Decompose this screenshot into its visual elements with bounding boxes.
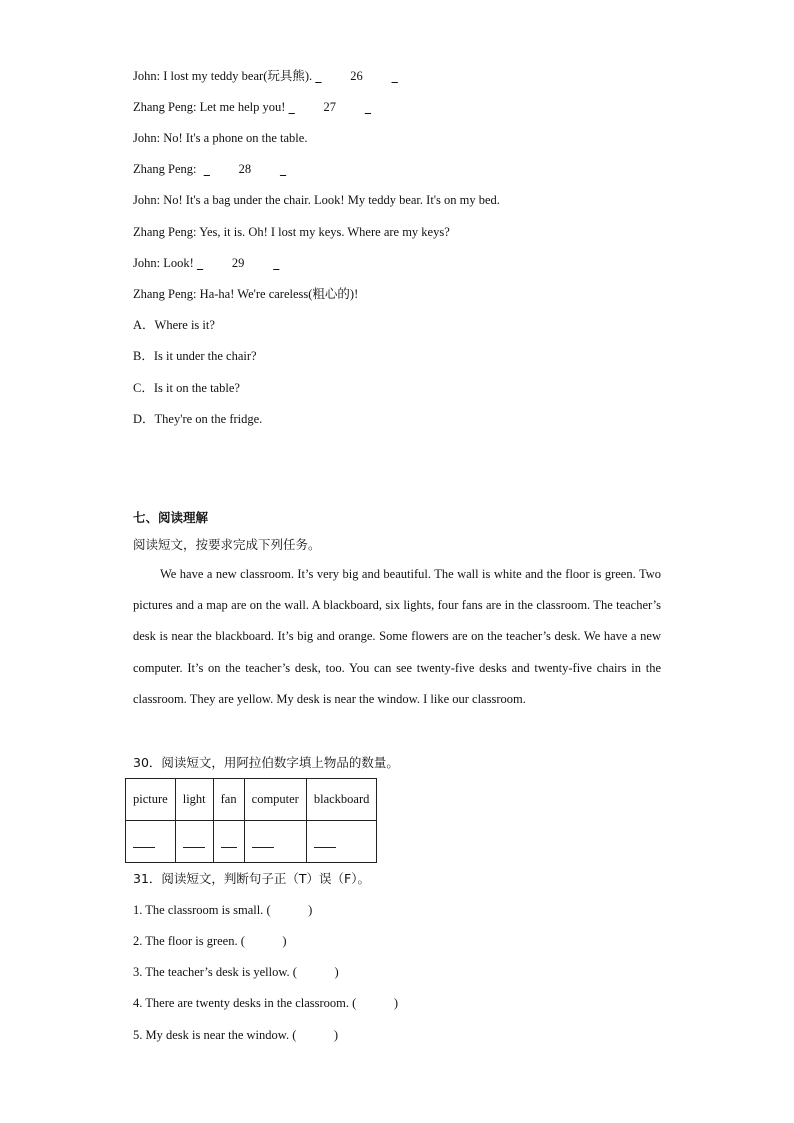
answer-line (221, 837, 237, 848)
tf-item-3 (133, 964, 339, 980)
answer-blank-28[interactable] (204, 161, 287, 177)
dialogue-text: No! It's a bag under the chair. Look! My teddy bear. It's on my bed. (163, 193, 500, 207)
item-count-table (125, 778, 377, 863)
option-a (133, 317, 215, 333)
section-heading: 七、阅读理解 (133, 510, 209, 525)
tf-answer-bracket[interactable]: ( ) (292, 965, 339, 979)
tf-answer-bracket[interactable]: ( ) (240, 934, 287, 948)
dialogue-text: Let me help you! (199, 100, 286, 114)
dialogue-text: Look! (163, 256, 194, 270)
answer-line (183, 837, 205, 848)
answer-cell-light[interactable] (175, 821, 213, 863)
section-instruction: 阅读短文，按要求完成下列任务。 (133, 537, 321, 552)
tf-statement: 2. The floor is green. (133, 934, 238, 948)
question-31-prompt: 31．阅读短文，判断句子正（T）误（F）。 (133, 871, 370, 886)
option-text: Is it under the chair? (153, 349, 257, 363)
question-30-prompt: 30．阅读短文，用阿拉伯数字填上物品的数量。 (133, 755, 399, 770)
blank-number: 26 (350, 69, 363, 83)
answer-cell-blackboard[interactable] (306, 821, 377, 863)
option-c (133, 380, 240, 396)
header-picture: picture (126, 779, 176, 821)
dialogue-text: No! It's a phone on the table. (163, 131, 308, 145)
tf-statement: 5. My desk is near the window. (133, 1028, 290, 1042)
header-light: light (175, 779, 213, 821)
dialogue-line-1 (133, 68, 398, 84)
option-d (133, 411, 262, 427)
tf-answer-bracket[interactable]: ( ) (266, 903, 313, 917)
option-letter: A． (133, 318, 155, 332)
reading-passage: We have a new classroom. It’s very big and beautiful. The wall is white and the floor is green. Two pictures and a map are on the wall. A blackboard, six lights, four fans are in the classroom. The teacher’s desk is near the blackboard. It’s big and orange. Some flowers are on the teacher’s desk. We have a new computer. It’s on the teacher’s desk, too. You can see twenty-five desks and twenty-five chairs in the classroom. They are yellow. My desk is near the window. I like our classroom. (133, 567, 661, 706)
speaker: John: (133, 131, 161, 145)
header-computer: computer (244, 779, 306, 821)
tf-statement: 1. The classroom is small. (133, 903, 264, 917)
dialogue-line-4 (133, 161, 286, 177)
speaker: John: (133, 69, 161, 83)
dialogue-text: Yes, it is. Oh! I lost my keys. Where are my keys? (199, 225, 450, 239)
option-letter: C． (133, 381, 154, 395)
answer-line (314, 837, 336, 848)
answer-line (133, 837, 155, 848)
tf-item-2 (133, 933, 287, 949)
dialogue-line-5 (133, 192, 500, 208)
answer-blank-27[interactable] (289, 99, 372, 115)
option-text: Where is it? (154, 318, 215, 332)
answer-cell-picture[interactable] (126, 821, 176, 863)
tf-answer-bracket[interactable]: ( ) (292, 1028, 339, 1042)
tf-item-1 (133, 902, 312, 918)
speaker: Zhang Peng: (133, 162, 197, 176)
tf-statement: 4. There are twenty desks in the classroom. (133, 996, 350, 1010)
option-b (133, 348, 257, 364)
answer-blank-29[interactable] (197, 255, 280, 271)
header-fan: fan (213, 779, 244, 821)
dialogue-line-6 (133, 224, 450, 240)
dialogue-line-7 (133, 255, 279, 271)
answer-line (252, 837, 274, 848)
option-letter: B． (133, 349, 154, 363)
table-answer-row (126, 821, 377, 863)
option-text: Is it on the table? (153, 381, 240, 395)
table-header-row (126, 779, 377, 821)
tf-statement: 3. The teacher’s desk is yellow. (133, 965, 290, 979)
speaker: John: (133, 193, 161, 207)
speaker: Zhang Peng: (133, 225, 197, 239)
tf-item-4 (133, 995, 398, 1011)
dialogue-line-8 (133, 286, 358, 302)
answer-cell-computer[interactable] (244, 821, 306, 863)
blank-number: 28 (238, 162, 252, 176)
answer-blank-26[interactable] (315, 68, 398, 84)
dialogue-text: Ha-ha! We're careless(粗心的)! (199, 287, 359, 301)
blank-number: 27 (323, 100, 337, 114)
option-letter: D． (133, 412, 155, 426)
speaker: Zhang Peng: (133, 100, 197, 114)
tf-item-5 (133, 1027, 338, 1043)
option-text: They're on the fridge. (154, 412, 263, 426)
header-blackboard: blackboard (306, 779, 377, 821)
dialogue-line-3 (133, 130, 307, 146)
blank-number: 29 (231, 256, 245, 270)
speaker: Zhang Peng: (133, 287, 197, 301)
speaker: John: (133, 256, 161, 270)
dialogue-line-2 (133, 99, 371, 115)
tf-answer-bracket[interactable]: ( ) (352, 996, 398, 1010)
dialogue-text: I lost my teddy bear(玩具熊). (163, 69, 313, 83)
answer-cell-fan[interactable] (213, 821, 244, 863)
